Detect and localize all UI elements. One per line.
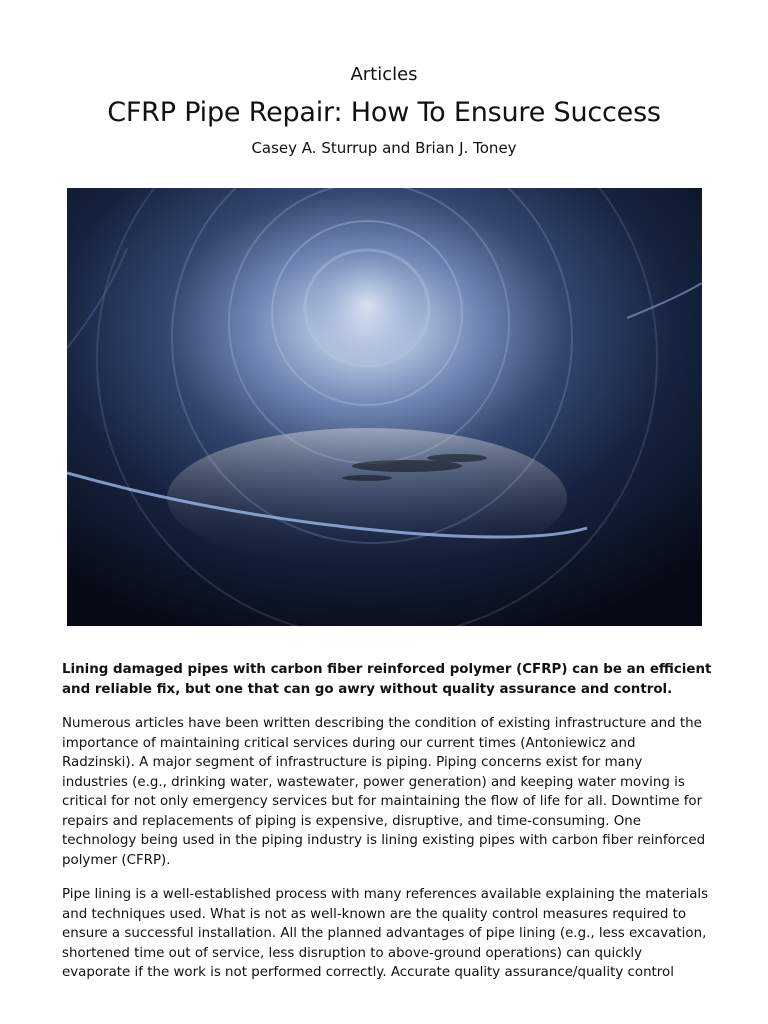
- article-paragraph: Pipe lining is a well-established process with many references available explaining the materials and techniques used. What is not as well-known are the quality control measures required to ensure a successful installation. All the planned advantages of pipe lining (e.g., less excavation, shortened time out of service, less disruption to above-ground operations) can quickly evaporate if the work is not performed correctly. Accurate quality assurance/quality control: [62, 887, 709, 980]
- article-paragraph: Numerous articles have been written describing the condition of existing infrastructure and the importance of maintaining critical services during our current times (Antoniewicz and Radzinski). A major segment of infrastructure is piping. Piping concerns exist for many industries (e.g., drinking water, wastewater, power generation) and keeping water moving is critical for not only emergency services but for maintaining the flow of life for all. Downtime for repairs and replacements of piping is expensive, disruptive, and time-consuming. One technology being used in the piping industry is lining existing pipes with carbon fiber reinforced polymer (CFRP).: [62, 716, 706, 868]
- pipe-interior-photo: [67, 188, 702, 626]
- article-lede: Lining damaged pipes with carbon fiber reinforced polymer (CFRP) can be an efficient and reliable fix, but one that can go awry without quality assurance and control.: [62, 662, 712, 697]
- pipe-interior-illustration: [67, 188, 702, 626]
- page-bottom-mask: [0, 982, 768, 1024]
- section-label: Articles: [350, 64, 418, 85]
- article-authors: Casey A. Sturrup and Brian J. Toney: [251, 139, 517, 157]
- article-title: CFRP Pipe Repair: How To Ensure Success: [107, 97, 661, 128]
